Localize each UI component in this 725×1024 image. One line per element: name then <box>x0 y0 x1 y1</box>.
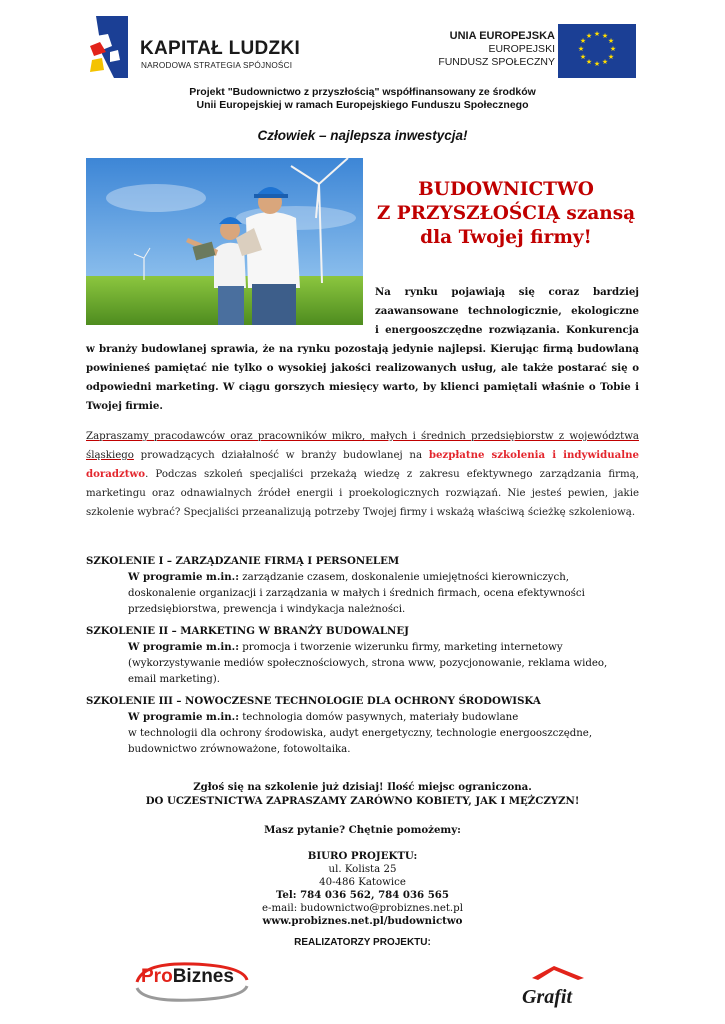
free-training-highlight: bezpłatne szkolenia i indywidualne doradztwo <box>86 449 640 480</box>
wind-farm-engineers-illustration <box>86 158 363 325</box>
headline-line-1: BUDOWNICTWO <box>418 179 594 200</box>
training-block-3 <box>86 693 646 758</box>
office-email[interactable]: e-mail: budownictwo@probiznes.net.pl <box>262 903 463 914</box>
project-line-2: Unii Europejskiej w ramach Europejskiego Funduszu Społecznego <box>196 99 529 111</box>
svg-text:★: ★ <box>593 60 601 68</box>
kapital-ludzki-title: KAPITAŁ LUDZKI <box>140 38 301 59</box>
svg-text:★: ★ <box>579 53 587 61</box>
invitation-text-2: . Podczas szkoleń specjaliści przekażą wiedzę z zakresu efektywnego zarządzania firmą, marketingu oraz odnawialnych źródeł energii i proekologicznych rozwiązań. Nie jesteś pewien, jakie szkolenie wybrać? Specjaliści przeanalizują potrzeby Twojej firmy i wskażą właściwą ścieżkę szkoleniową. <box>86 469 639 518</box>
intro-line-3: i energooszczędne rozwiązania. Konkurencja <box>375 324 639 336</box>
project-line-1: Projekt "Budownictwo z przyszłością" współfinansowany ze środków <box>189 86 536 98</box>
office-phone: Tel: 784 036 562, 784 036 565 <box>276 889 449 901</box>
project-office <box>0 850 725 928</box>
kapital-ludzki-logo <box>88 14 308 80</box>
training-program-line: w technologii dla ochrony środowiska, audyt energetyczny, technologie energooszczędne, <box>128 728 593 739</box>
invitation-underlined-text: Zapraszamy pracodawców oraz pracowników mikro, małych i średnich przedsiębiorstw z województwa śląskiego <box>86 431 639 461</box>
intro-paragraph-top <box>375 283 639 340</box>
training-title: SZKOLENIE III – NOWOCZESNE TECHNOLOGIE DLA OCHRONY ŚRODOWISKA <box>86 695 541 707</box>
svg-text:★: ★ <box>601 58 609 66</box>
training-program-text: technologia domów pasywnych, materiały budowlane <box>238 712 519 723</box>
call-to-action-line-2: DO UCZESTNICTWA ZAPRASZAMY ZARÓWNO KOBIETY, JAK I MĘŻCZYZN! <box>145 795 580 807</box>
headline <box>370 178 642 250</box>
headline-line-2: Z PRZYSZŁOŚCIĄ szansą <box>376 203 636 224</box>
eu-flag-icon <box>558 24 636 78</box>
svg-text:★: ★ <box>593 30 601 38</box>
training-title: SZKOLENIE II – MARKETING W BRANŻY BUDOWALNEJ <box>86 625 409 637</box>
training-program-line: przedsiębiorstwa, prewencja i windykacja należności. <box>128 604 406 615</box>
question-prompt: Masz pytanie? Chętnie pomożemy: <box>264 824 461 836</box>
motto: Człowiek – najlepsza inwestycja! <box>257 128 468 143</box>
eu-fund-label-1: EUROPEJSKI <box>488 43 555 55</box>
training-program-line: budownictwo zrównoważone, fotowoltaika. <box>128 744 351 755</box>
office-website[interactable]: www.probiznes.net.pl/budownictwo <box>262 915 463 927</box>
training-program-line: email marketing). <box>128 674 220 685</box>
kapital-ludzki-subtitle: NARODOWA STRATEGIA SPÓJNOŚCI <box>141 61 293 70</box>
svg-text:★: ★ <box>607 53 615 61</box>
training-program-label: W programie m.in.: <box>128 711 239 723</box>
intro-line-2: zaawansowane technologicznie, ekologiczne <box>375 305 639 317</box>
svg-text:★: ★ <box>579 37 587 45</box>
realizers-label: REALIZATORZY PROJEKTU: <box>294 937 431 948</box>
svg-text:★: ★ <box>577 45 585 53</box>
training-program-line: doskonalenie organizacji i zarządzania w małych i średnich firmach, ocena efektywności <box>128 588 585 599</box>
kapital-ludzki-mark-icon <box>88 16 128 78</box>
svg-text:★: ★ <box>585 32 593 40</box>
headline-line-3: dla Twojej firmy! <box>420 227 592 248</box>
probiznes-pro: Pro <box>141 966 173 987</box>
training-program <box>86 569 646 618</box>
office-title: BIURO PROJEKTU: <box>307 850 418 862</box>
eu-fund-label-2: FUNDUSZ SPOŁECZNY <box>438 56 555 68</box>
training-program-text: zarządzanie czasem, doskonalenie umiejętności kierowniczych, <box>238 572 569 583</box>
training-program-text: promocja i tworzenie wizerunku firmy, marketing internetowy <box>238 642 563 653</box>
training-program-label: W programie m.in.: <box>128 641 239 653</box>
svg-text:★: ★ <box>601 32 609 40</box>
probiznes-wordmark <box>141 966 234 988</box>
training-program-line: (wykorzystywanie mediów społecznościowych, strona www, pozycjonowanie, reklama wideo, <box>128 658 608 669</box>
svg-text:★: ★ <box>607 37 615 45</box>
training-program-label: W programie m.in.: <box>128 571 239 583</box>
office-city: 40-486 Katowice <box>319 877 406 888</box>
probiznes-rest: Biznes <box>172 966 234 987</box>
intro-line-1: Na rynku pojawiają się coraz bardziej <box>375 286 639 298</box>
probiznes-logo <box>133 960 251 1004</box>
hero-photo <box>86 158 363 325</box>
grafit-wordmark: Grafit <box>522 986 572 1008</box>
training-block-1 <box>86 553 646 618</box>
invitation-paragraph <box>86 427 639 522</box>
intro-paragraph-rest: w branży budowlanej sprawia, że na rynku pozostają jedynie najlepsi. Kierując firmą budowlaną powinieneś pamiętać nie tylko o wysokiej jakości realizowanych usług, ale także postarać się o odpowiedni marketing. W ciągu gorszych miesięcy warto, by klienci pamiętali właśnie o Tobie i Twojej firmie. <box>86 343 639 412</box>
training-program <box>86 639 646 688</box>
svg-text:★: ★ <box>609 45 617 53</box>
eu-text-block <box>438 30 555 69</box>
training-program <box>86 709 646 758</box>
call-to-action-line-1: Zgłoś się na szkolenie już dzisiaj! Ilość miejsc ograniczona. <box>193 781 532 793</box>
call-to-action <box>0 780 725 808</box>
eu-union-label: UNIA EUROPEJSKA <box>449 30 555 42</box>
office-street: ul. Kolista 25 <box>328 864 397 875</box>
project-funding-note <box>0 86 725 112</box>
invitation-text-1: prowadzących działalność w branży budowlanej na <box>133 450 429 461</box>
training-block-2 <box>86 623 646 688</box>
training-title: SZKOLENIE I – ZARZĄDZANIE FIRMĄ I PERSONELEM <box>86 555 400 567</box>
svg-text:★: ★ <box>585 58 593 66</box>
grafit-logo <box>512 966 592 1014</box>
